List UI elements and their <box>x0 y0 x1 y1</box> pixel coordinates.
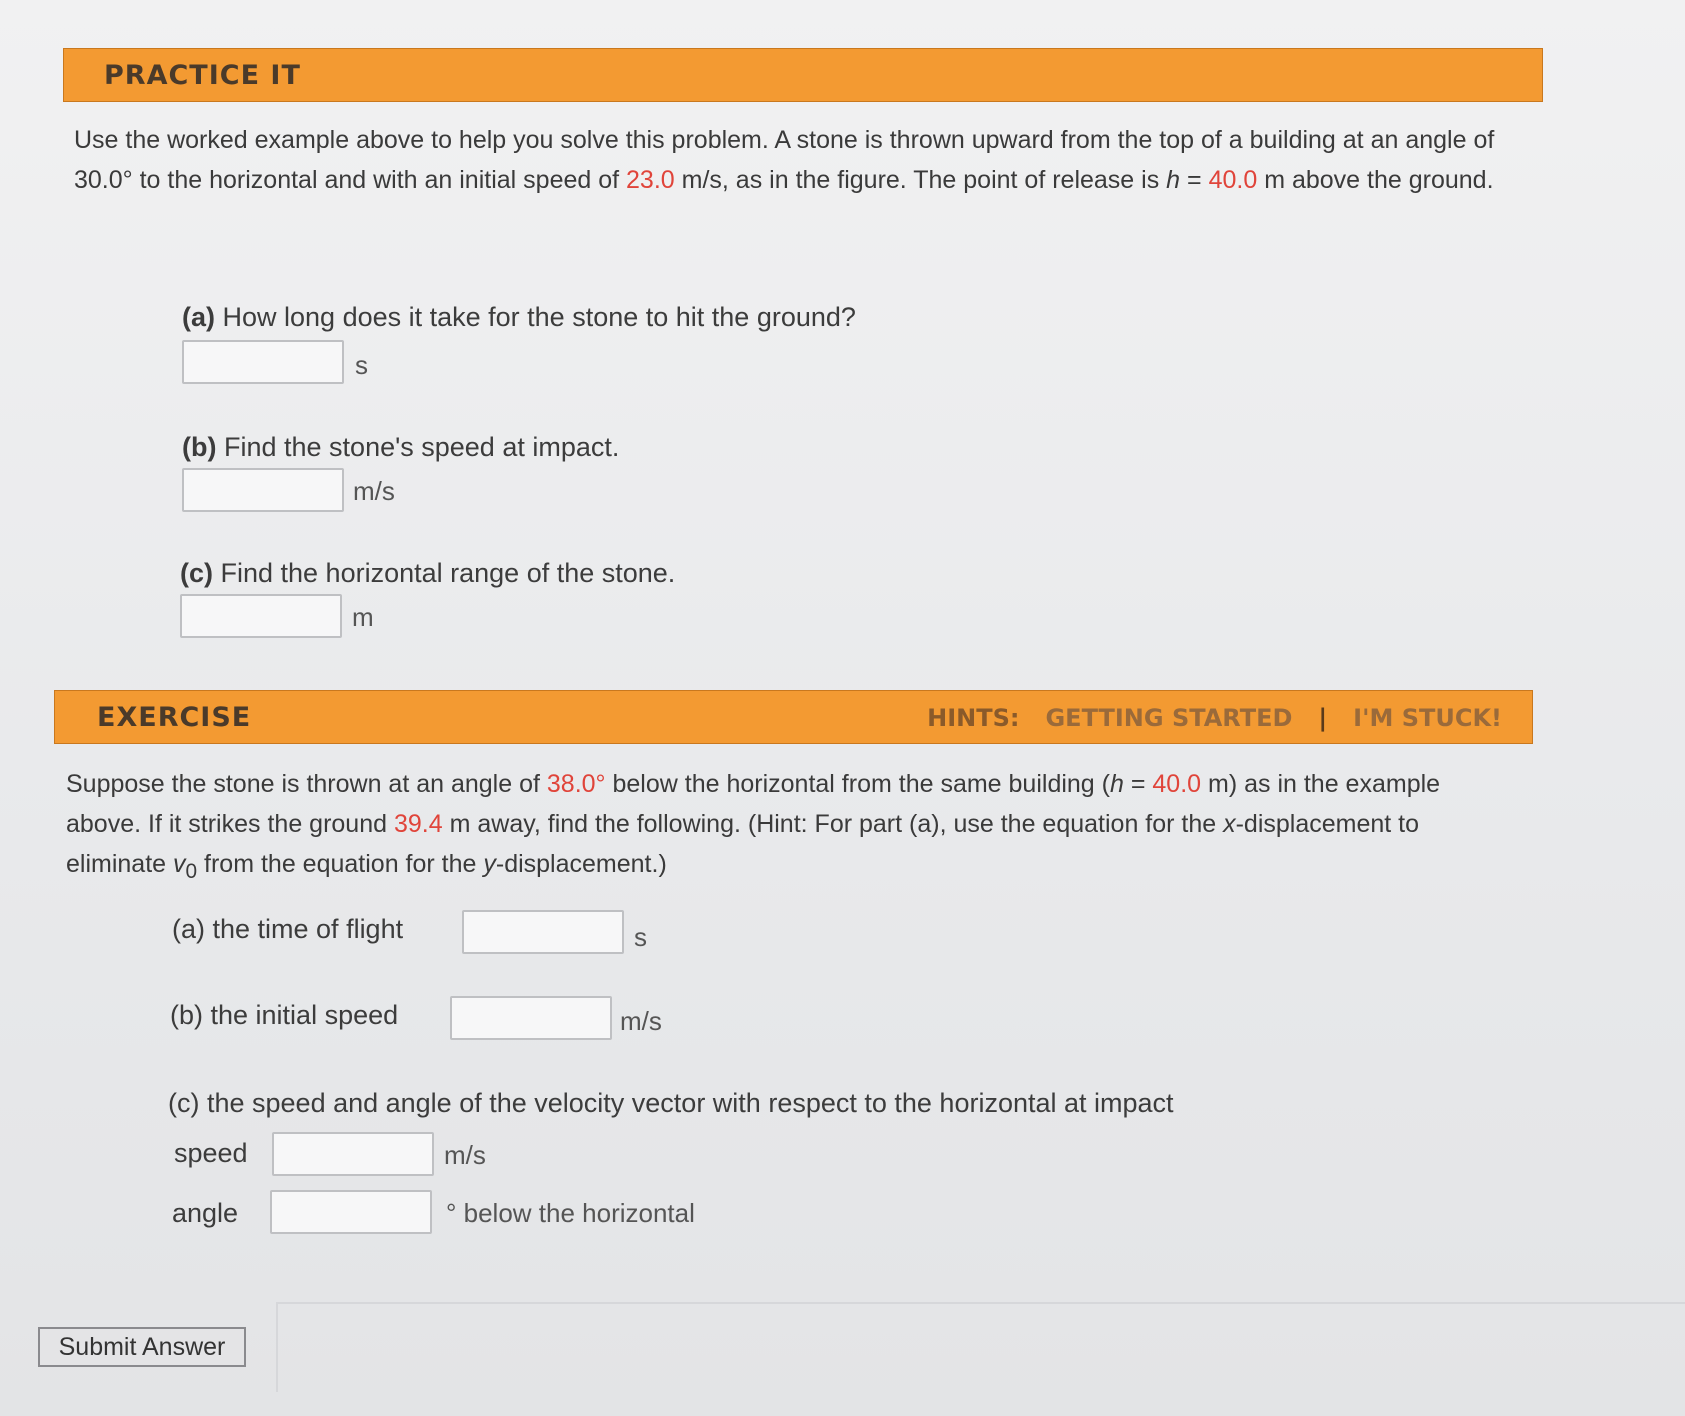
practice-question-a <box>182 302 856 333</box>
problem-text-4: m above the ground. <box>1257 166 1494 194</box>
hints-bar <box>927 691 1502 745</box>
hint-im-stuck-link[interactable]: I'M STUCK! <box>1353 704 1502 732</box>
exercise-angle-input[interactable] <box>270 1190 432 1234</box>
divider-line <box>276 1302 1685 1304</box>
exercise-angle: 38.0° <box>546 770 606 798</box>
question-b-text: Find the stone's speed at impact. <box>216 432 620 462</box>
exercise-height: 40.0 <box>1152 770 1202 798</box>
practice-answer-c-input[interactable] <box>180 594 342 638</box>
divider-vertical <box>276 1302 278 1392</box>
submit-answer-button[interactable]: Submit Answer <box>38 1327 246 1367</box>
problem-text-1: Use the worked example above to help you solve this problem. A stone is thrown upward from the top of a building at an angle of <box>74 126 1495 154</box>
exercise-answer-b-input[interactable] <box>450 996 612 1040</box>
exercise-angle-unit: ° below the horizontal <box>446 1198 695 1228</box>
exercise-text-3: m) as in the example above. If it strikes the ground <box>66 770 1441 838</box>
y-symbol: y <box>483 850 496 878</box>
v-symbol: v <box>173 850 186 878</box>
hints-label: HINTS: <box>927 704 1020 732</box>
equals-sign: = <box>1180 166 1209 194</box>
exercise-text-1: Suppose the stone is thrown at an angle of <box>66 770 547 798</box>
practice-problem-text <box>74 120 1544 200</box>
question-b-letter: (b) <box>182 432 217 462</box>
question-c-letter: (c) <box>180 558 213 588</box>
practice-answer-b-input[interactable] <box>182 468 344 512</box>
angle-label: angle <box>172 1198 239 1228</box>
problem-text-2: to the horizontal and with an initial speed of <box>132 166 627 194</box>
hint-separator: | <box>1318 704 1328 732</box>
practice-it-title: PRACTICE IT <box>104 59 301 91</box>
exercise-question-c: (c) the speed and angle of the velocity vector with respect to the horizontal at impact <box>168 1088 1174 1118</box>
problem-height: 40.0 <box>1208 166 1258 194</box>
practice-answer-a-input[interactable] <box>182 340 344 384</box>
practice-question-c <box>180 558 675 589</box>
v-subscript: 0 <box>185 860 198 883</box>
problem-angle: 30.0° <box>74 166 133 194</box>
exercise-answer-a-unit: s <box>634 922 647 952</box>
exercise-speed-unit: m/s <box>444 1140 486 1170</box>
question-c-text: Find the horizontal range of the stone. <box>213 558 676 588</box>
exercise-header <box>54 690 1533 744</box>
speed-label: speed <box>174 1138 248 1168</box>
exercise-distance: 39.4 <box>393 810 443 838</box>
practice-it-header <box>63 48 1543 102</box>
exercise-question-b: (b) the initial speed <box>170 1000 399 1030</box>
exercise-text-4: m away, find the following. (Hint: For part (a), use the equation for the <box>442 810 1224 838</box>
exercise-problem-text <box>66 764 1506 892</box>
exercise-text-6: from the equation for the <box>197 850 484 878</box>
exercise-text-2: below the horizontal from the same building ( <box>605 770 1110 798</box>
question-a-text: How long does it take for the stone to hit the ground? <box>215 302 856 332</box>
exercise-question-a: (a) the time of flight <box>172 914 404 944</box>
exercise-answer-b-unit: m/s <box>620 1006 662 1036</box>
practice-answer-c-unit: m <box>352 602 374 632</box>
problem-text-3: m/s, as in the figure. The point of release is <box>674 166 1167 194</box>
exercise-speed-input[interactable] <box>272 1132 434 1176</box>
practice-answer-a-unit: s <box>355 350 368 380</box>
exercise-h-symbol: h <box>1109 770 1124 798</box>
h-symbol: h <box>1166 166 1181 194</box>
exercise-equals: = <box>1123 770 1153 798</box>
problem-speed: 23.0 <box>626 166 675 194</box>
exercise-text-7: -displacement.) <box>495 850 667 878</box>
exercise-title: EXERCISE <box>97 701 252 733</box>
x-symbol: x <box>1223 810 1236 838</box>
hint-getting-started-link[interactable]: GETTING STARTED <box>1045 704 1293 732</box>
exercise-answer-a-input[interactable] <box>462 910 624 954</box>
exercise-text-5: -displacement to eliminate <box>66 810 1420 878</box>
practice-question-b <box>182 432 619 463</box>
practice-answer-b-unit: m/s <box>353 476 395 506</box>
question-a-letter: (a) <box>182 302 215 332</box>
